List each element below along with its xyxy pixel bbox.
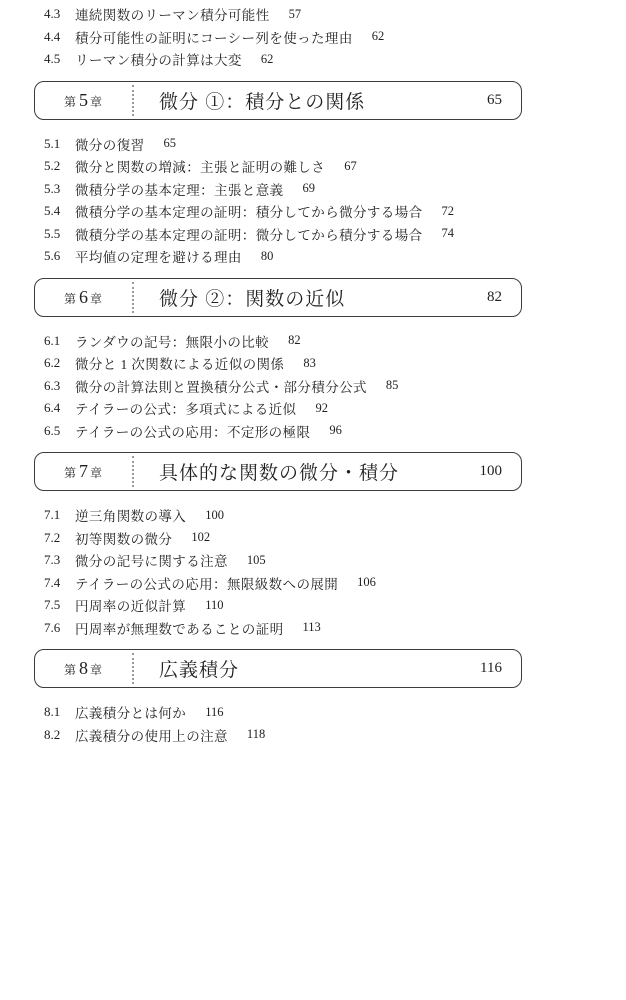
- toc-item-title: 微分と関数の増減：主張と証明の難しさ: [75, 160, 326, 176]
- toc-item-title: テイラーの公式の応用：不定形の極限: [75, 424, 311, 440]
- toc-item-title: 微分の復習: [75, 137, 145, 153]
- toc-item: [44, 701, 626, 724]
- toc-item: [44, 504, 626, 527]
- toc-item-page: 83: [303, 355, 316, 370]
- toc-item: [44, 549, 626, 572]
- chapter-5-items: [0, 133, 626, 268]
- chapter-6-banner: [34, 278, 522, 317]
- toc-item-title: 円周率の近似計算: [75, 599, 187, 615]
- toc-item-title: 微分と 1 次関数による近似の関係: [75, 357, 285, 373]
- toc-item-page: 118: [246, 727, 266, 742]
- toc-item-page: 62: [260, 51, 274, 66]
- toc-item: [44, 133, 626, 156]
- chapter-divider: [132, 282, 134, 313]
- toc-item-number: 6.1: [44, 332, 61, 348]
- chapter-title: 広義積分: [159, 660, 240, 681]
- toc-item-number: 5.5: [44, 225, 61, 241]
- toc-item-title: 円周率が無理数であることの証明: [75, 621, 284, 637]
- toc-item-number: 6.5: [44, 422, 61, 438]
- chapter-page: 65: [487, 91, 502, 108]
- toc-item-page: 116: [205, 704, 224, 719]
- toc-item: [44, 48, 626, 71]
- toc-item-page: 65: [163, 136, 176, 151]
- chapter-divider: [132, 456, 134, 487]
- toc-item-number: 7.1: [44, 507, 61, 523]
- chapter-title: 具体的な関数の微分・積分: [159, 463, 400, 484]
- toc-item-page: 57: [288, 6, 302, 21]
- chapter-7-banner: [34, 452, 522, 491]
- chapter-label: [35, 658, 132, 679]
- toc-item: [44, 330, 626, 353]
- chapter-5-banner: [34, 81, 522, 120]
- toc-item-title: 連続関数のリーマン積分可能性: [75, 8, 270, 24]
- chapter-label-suffix: 章: [90, 663, 104, 677]
- toc-item-number: 7.3: [44, 552, 61, 568]
- toc-item-page: 74: [441, 226, 454, 241]
- toc-item-page: 113: [302, 620, 321, 635]
- toc-item: [44, 572, 626, 595]
- toc-item: [44, 3, 626, 26]
- chapter-label-prefix: 第: [63, 466, 77, 480]
- toc-item: [44, 375, 626, 398]
- toc-item-number: 8.1: [44, 704, 61, 720]
- chapter-number: 7: [79, 461, 88, 481]
- toc-item-title: 微積分学の基本定理：主張と意義: [75, 182, 284, 198]
- toc-item-title: 広義積分とは何か: [75, 706, 187, 722]
- toc-item-page: 110: [205, 597, 224, 612]
- toc-item-page: 100: [205, 507, 224, 522]
- toc-item-title: 逆三角関数の導入: [75, 509, 187, 525]
- chapter-title: 微分 ②：関数の近似: [159, 288, 346, 310]
- chapter-number: 6: [79, 286, 88, 307]
- toc-item-number: 4.3: [44, 6, 61, 22]
- chapter-page: 82: [487, 288, 502, 305]
- toc-item-number: 6.2: [44, 355, 61, 371]
- toc-item: [44, 527, 626, 550]
- toc-item: [44, 397, 626, 420]
- toc-item-page: 82: [288, 333, 301, 348]
- chapter-8-banner: [34, 649, 522, 688]
- chapter-title: 微分 ①：積分との関係: [159, 91, 366, 113]
- toc-item-title: ランダウの記号：無限小の比較: [75, 334, 270, 350]
- toc-item-number: 5.4: [44, 203, 61, 219]
- chapter-label: [35, 90, 132, 111]
- chapter-number: 5: [79, 89, 88, 110]
- toc-item-title: テイラーの公式：多項式による近似: [75, 402, 297, 418]
- toc-item-page: 105: [246, 552, 266, 567]
- toc-item-title: テイラーの公式の応用：無限級数への展開: [75, 576, 339, 592]
- toc-item: [44, 223, 626, 246]
- toc-item: [44, 26, 626, 49]
- toc-item: [44, 420, 626, 443]
- toc-item-page: 62: [371, 29, 385, 44]
- chapter-number: 8: [79, 658, 88, 678]
- toc-item-number: 5.2: [44, 158, 61, 174]
- chapter-6-items: [0, 330, 626, 443]
- chapter-label-suffix: 章: [90, 94, 104, 109]
- toc-item-title: 微積分学の基本定理の証明：積分してから微分する場合: [75, 205, 423, 221]
- toc-item: [44, 352, 626, 375]
- toc-item-page: 96: [329, 423, 342, 438]
- chapter-label: [35, 461, 132, 482]
- toc-item: [44, 245, 626, 268]
- toc-item-number: 5.1: [44, 135, 61, 151]
- toc-item: [44, 724, 626, 747]
- chapter-label-suffix: 章: [90, 291, 104, 306]
- toc-item-page: 80: [260, 248, 274, 263]
- toc-item-number: 5.6: [44, 248, 61, 264]
- toc-item-number: 5.3: [44, 180, 61, 196]
- toc-item-number: 6.4: [44, 400, 61, 416]
- chapter-label-prefix: 第: [63, 663, 77, 677]
- toc-item-page: 92: [315, 400, 328, 415]
- toc-item: [44, 617, 626, 640]
- toc-item-title: 初等関数の微分: [75, 531, 173, 547]
- toc-item-number: 7.6: [44, 619, 61, 635]
- toc-item-page: 69: [302, 181, 315, 196]
- chapter-8-items: [0, 701, 626, 746]
- toc-item-number: 4.5: [44, 51, 61, 67]
- section-4-items: [0, 3, 626, 71]
- chapter-page: 116: [480, 660, 502, 676]
- toc-item-page: 67: [344, 158, 357, 173]
- chapter-page: 100: [479, 463, 502, 479]
- toc-item: [44, 155, 626, 178]
- toc-item-title: 広義積分の使用上の注意: [75, 728, 228, 744]
- toc-item-number: 7.2: [44, 529, 61, 545]
- chapter-label-prefix: 第: [63, 291, 77, 306]
- toc-item-title: 平均値の定理を避ける理由: [75, 250, 242, 266]
- toc-item-page: 72: [441, 203, 454, 218]
- toc-item-number: 7.4: [44, 574, 61, 590]
- toc-item-title: 微積分学の基本定理の証明：微分してから積分する場合: [75, 227, 423, 243]
- chapter-divider: [132, 653, 134, 684]
- toc-item-title: リーマン積分の計算は大変: [75, 53, 242, 69]
- toc-item-number: 7.5: [44, 597, 61, 613]
- toc-item: [44, 594, 626, 617]
- chapter-label-prefix: 第: [63, 94, 77, 109]
- chapter-divider: [132, 85, 134, 116]
- toc-item-page: 85: [385, 378, 399, 393]
- chapter-label-suffix: 章: [90, 466, 104, 480]
- toc-item-page: 102: [191, 530, 211, 545]
- toc-item-number: 6.3: [44, 377, 61, 393]
- toc-item-title: 微分の計算法則と置換積分公式・部分積分公式: [75, 379, 367, 395]
- toc-item-number: 4.4: [44, 28, 61, 44]
- toc-item: [44, 200, 626, 223]
- toc-item-title: 積分可能性の証明にコーシー列を使った理由: [75, 30, 353, 46]
- chapter-label: [35, 287, 132, 308]
- toc-item: [44, 178, 626, 201]
- toc-item-title: 微分の記号に関する注意: [75, 554, 228, 570]
- toc-item-page: 106: [357, 575, 376, 590]
- toc-item-number: 8.2: [44, 726, 61, 742]
- chapter-7-items: [0, 504, 626, 639]
